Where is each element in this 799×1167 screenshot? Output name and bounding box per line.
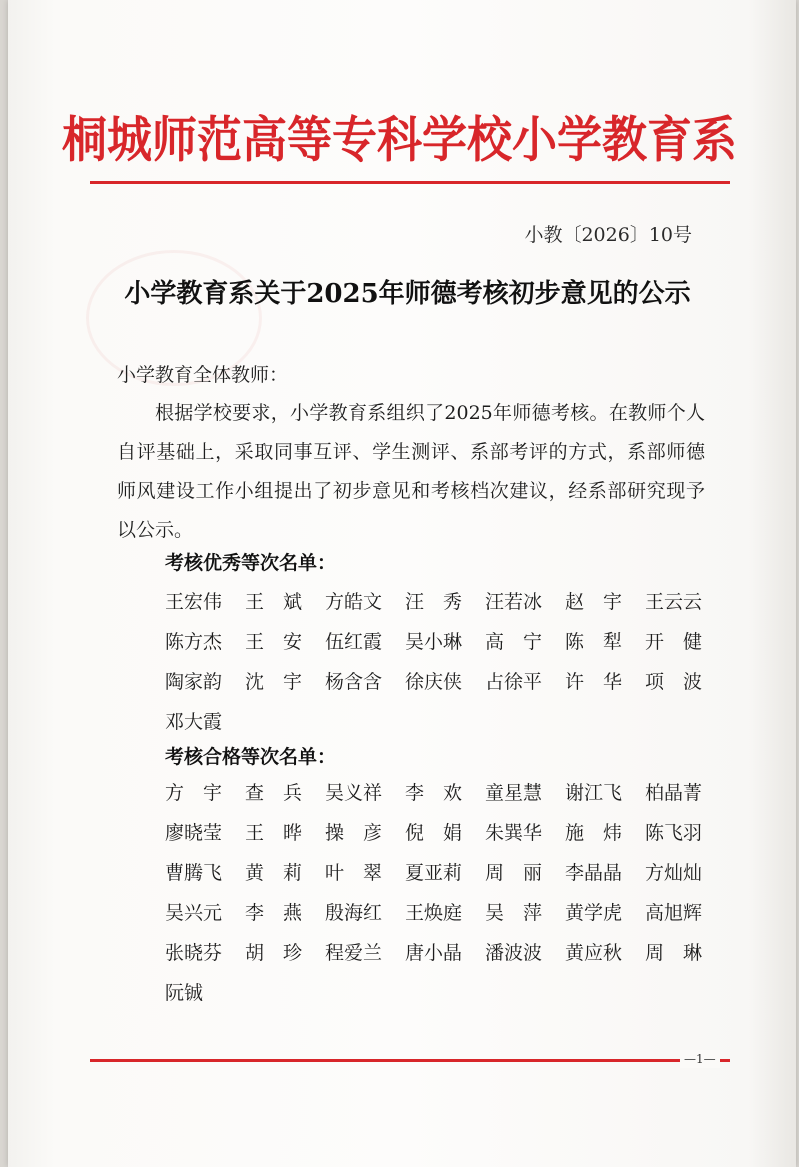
teacher-name: 柏晶菁 bbox=[645, 782, 703, 804]
teacher-name: 吴 萍 bbox=[485, 902, 543, 924]
teacher-name: 胡 珍 bbox=[245, 942, 303, 964]
teacher-name: 王 晔 bbox=[245, 822, 303, 844]
teacher-name: 叶 翠 bbox=[325, 862, 383, 884]
teacher-name: 赵 宇 bbox=[565, 591, 623, 613]
excellent-name-list bbox=[165, 582, 725, 742]
teacher-name: 周 丽 bbox=[485, 862, 543, 884]
teacher-name: 潘波波 bbox=[485, 942, 543, 964]
footer-red-rule bbox=[90, 1059, 730, 1062]
teacher-name: 倪 娟 bbox=[405, 822, 463, 844]
teacher-name: 周 琳 bbox=[645, 942, 703, 964]
teacher-name: 查 兵 bbox=[245, 782, 303, 804]
excellent-heading: 考核优秀等次名单： bbox=[165, 552, 337, 574]
teacher-name: 陶家韵 bbox=[165, 671, 223, 693]
teacher-name: 方 宇 bbox=[165, 782, 223, 804]
header-red-rule bbox=[90, 181, 730, 184]
teacher-name: 黄学虎 bbox=[565, 902, 623, 924]
teacher-name: 程爱兰 bbox=[325, 942, 383, 964]
teacher-name: 张晓芬 bbox=[165, 942, 223, 964]
document-title: 小学教育系关于2025年师德考核初步意见的公示 bbox=[124, 279, 691, 309]
teacher-name: 王 斌 bbox=[245, 591, 303, 613]
teacher-name: 王宏伟 bbox=[165, 591, 223, 613]
teacher-name: 王 安 bbox=[245, 631, 303, 653]
qualified-name-list bbox=[165, 773, 725, 1013]
teacher-name: 吴小琳 bbox=[405, 631, 463, 653]
teacher-name: 施 炜 bbox=[565, 822, 623, 844]
teacher-name: 开 健 bbox=[645, 631, 703, 653]
teacher-name: 许 华 bbox=[565, 671, 623, 693]
teacher-name: 项 波 bbox=[645, 671, 703, 693]
teacher-name: 沈 宇 bbox=[245, 671, 303, 693]
teacher-name: 伍红霞 bbox=[325, 631, 383, 653]
teacher-name: 方皓文 bbox=[325, 591, 383, 613]
teacher-name: 谢江飞 bbox=[565, 782, 623, 804]
teacher-name: 童星慧 bbox=[485, 782, 543, 804]
teacher-name: 殷海红 bbox=[325, 902, 383, 924]
teacher-name: 高旭辉 bbox=[645, 902, 703, 924]
document-number: 小教〔2026〕10号 bbox=[524, 224, 692, 246]
teacher-name: 曹腾飞 bbox=[165, 862, 223, 884]
teacher-name: 李 欢 bbox=[405, 782, 463, 804]
teacher-name: 黄应秋 bbox=[565, 942, 623, 964]
teacher-name: 廖晓莹 bbox=[165, 822, 223, 844]
teacher-name: 李晶晶 bbox=[565, 862, 623, 884]
teacher-name: 徐庆侠 bbox=[405, 671, 463, 693]
salutation: 小学教育全体教师： bbox=[117, 364, 289, 386]
teacher-name: 汪若冰 bbox=[485, 591, 543, 613]
teacher-name: 吴兴元 bbox=[165, 902, 223, 924]
teacher-name: 陈 犁 bbox=[565, 631, 623, 653]
body-paragraph: 根据学校要求，小学教育系组织了2025年师德考核。在教师个人自评基础上，采取同事互评、学生测评、系部考评的方式，系部师德师风建设工作小组提出了初步意见和考核档次建议，经系部研究现予以公示。 bbox=[117, 402, 705, 541]
teacher-name: 阮铖 bbox=[165, 982, 204, 1004]
teacher-name: 陈飞羽 bbox=[645, 822, 703, 844]
teacher-name: 杨含含 bbox=[325, 671, 383, 693]
teacher-name: 夏亚莉 bbox=[405, 862, 463, 884]
teacher-name: 王焕庭 bbox=[405, 902, 463, 924]
teacher-name: 方灿灿 bbox=[645, 862, 703, 884]
teacher-name: 吴义祥 bbox=[325, 782, 383, 804]
teacher-name: 操 彦 bbox=[325, 822, 383, 844]
qualified-heading: 考核合格等次名单： bbox=[165, 746, 337, 768]
teacher-name: 李 燕 bbox=[245, 902, 303, 924]
page-number: —1— bbox=[680, 1050, 720, 1068]
teacher-name: 邓大霞 bbox=[165, 711, 223, 733]
teacher-name: 高 宁 bbox=[485, 631, 543, 653]
teacher-name: 王云云 bbox=[645, 591, 703, 613]
teacher-name: 陈方杰 bbox=[165, 631, 223, 653]
teacher-name: 朱巽华 bbox=[485, 822, 543, 844]
teacher-name: 唐小晶 bbox=[405, 942, 463, 964]
teacher-name: 占徐平 bbox=[485, 671, 543, 693]
teacher-name: 黄 莉 bbox=[245, 862, 303, 884]
teacher-name: 汪 秀 bbox=[405, 591, 463, 613]
institution-header: 桐城师范高等专科学校小学教育系 bbox=[61, 111, 737, 169]
